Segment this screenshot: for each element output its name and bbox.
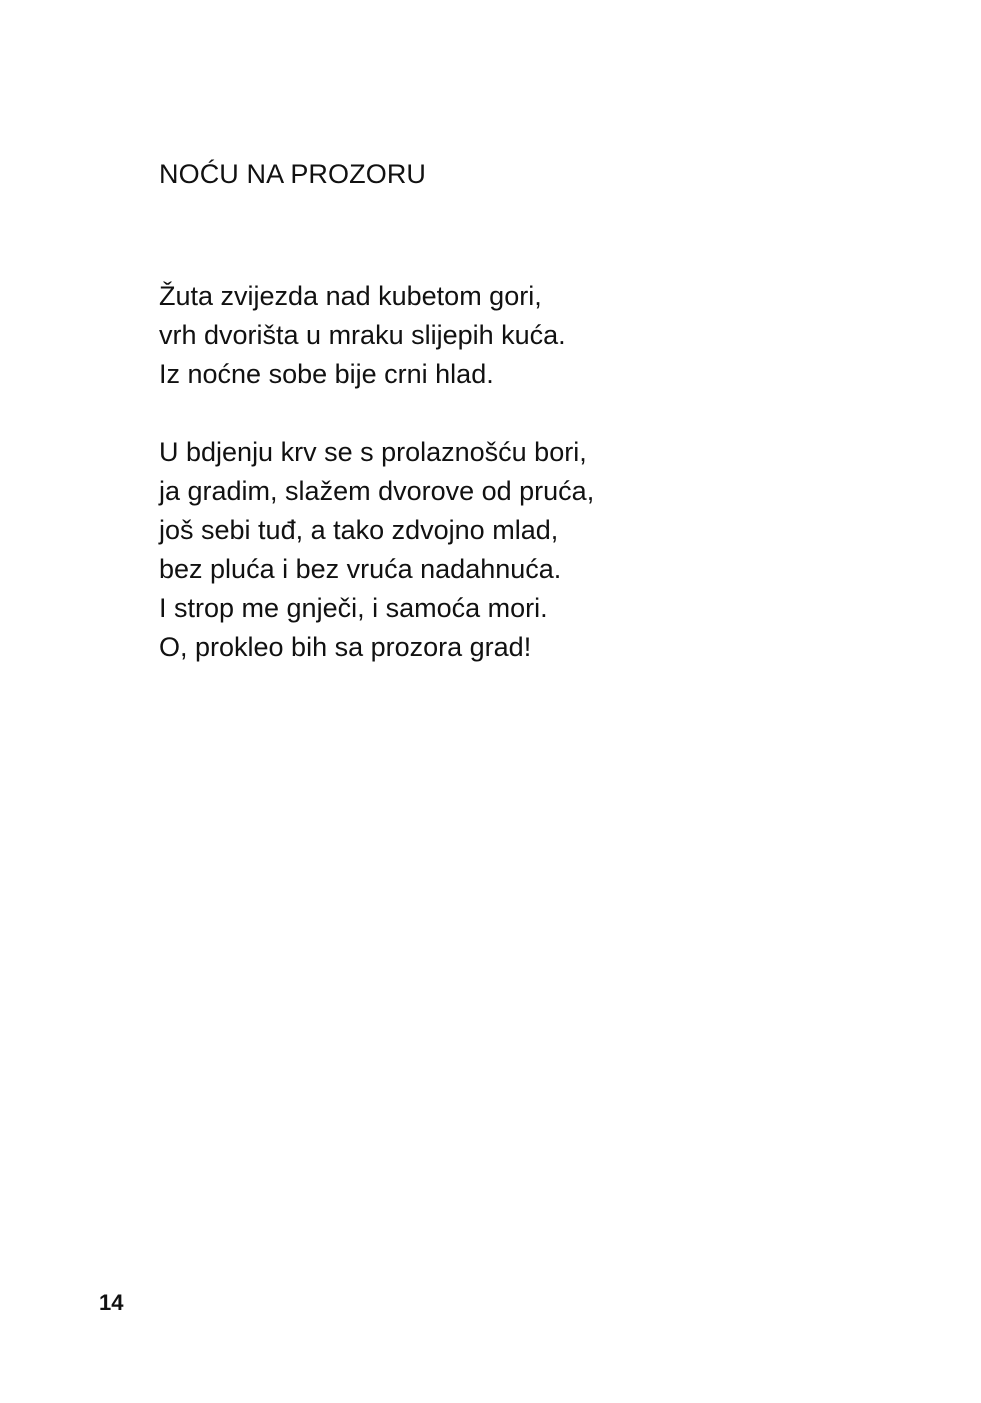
page-number: 14 [99,1290,124,1315]
verse-line: još sebi tuđ, a tako zdvojno mlad, [159,515,559,545]
verse-line: Žuta zvijezda nad kubetom gori, [159,281,542,311]
stanza-2 [159,433,594,667]
verse-line: I strop me gnječi, i samoća mori. [159,593,548,623]
verse-line: vrh dvorišta u mraku slijepih kuća. [159,320,566,350]
verse-line: ja gradim, slažem dvorove od pruća, [159,476,595,506]
poem-title: NOĆU NA PROZORU [159,159,427,189]
stanza-1 [159,277,566,394]
verse-line: U bdjenju krv se s prolaznošću bori, [159,437,587,467]
verse-line: bez pluća i bez vrućа nadahnuća. [159,554,562,584]
verse-line: O, prokleo bih sa prozora grad! [159,632,532,662]
verse-line: Iz noćne sobe bije crni hlad. [159,359,494,389]
